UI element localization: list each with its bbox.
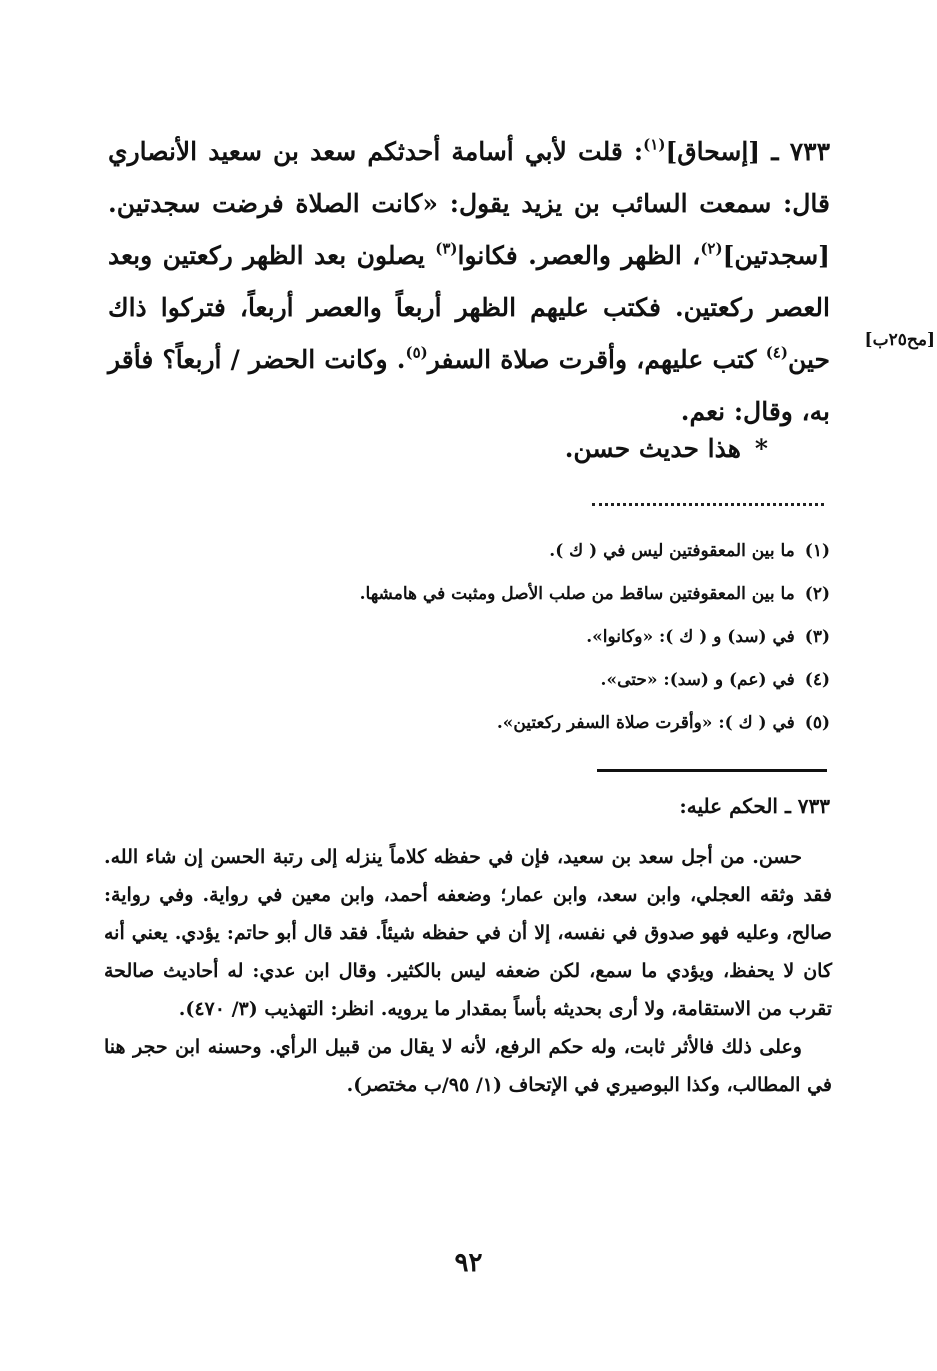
ruling-paragraph-1: حسن. من أجل سعد بن سعيد، فإن في حفظه كلاماً ينزله إلى رتبة الحسن إن شاء الله. فقد وثقه العجلي، وابن سعد، وابن عمار؛ وضعفه أحمد، وابن معين في رواية. وفي رواية: صالح، وعليه فهو صدوق في نفسه، إلا أن في حفظه شيئاً. فقد قال أبو حاتم: يؤدي. يعني أنه كان لا يحفظ، ويؤدي ما سمع، لكن ضعفه ليس بالكثير. وقال ابن عدي: له أحاديث صالحة تقرب من الاستقامة، ولا أرى بحديثه بأساً بمقدار ما يرويه. انظر: التهذيب (٣/ ٤٧٠).: [104, 846, 832, 1020]
ruling-body: [104, 838, 832, 1104]
grade-text: هذا حديث حسن.: [564, 434, 741, 463]
footnotes: [108, 536, 830, 751]
hadith-paragraph: [108, 126, 830, 438]
star-icon: *: [754, 434, 768, 463]
hadith-grade: [108, 434, 768, 463]
footnote-ref-2: (٢): [700, 239, 723, 258]
footnote-text: في (سد) و ( ك ): «وكانوا».: [586, 627, 795, 647]
hadith-text-part-3: يصلون بعد الظهر ركعتين وبعد العصر ركعتين. فكتب عليهم الظهر أربعاً والعصر أربعاً، فتركوا ذاك حين: [108, 241, 830, 374]
hadith-text: [108, 126, 830, 438]
ruling-paragraph-2: وعلى ذلك فالأثر ثابت، وله حكم الرفع، لأنه لا يقال من قبيل الرأي. وحسنه ابن حجر هنا في المطالب، وكذا البوصيري في الإتحاف (١/ ٩٥/ب مختصر).: [104, 1036, 832, 1096]
footnote-item: [108, 665, 830, 708]
footnote-text: في (عم) و (سد): «حتى».: [600, 670, 795, 690]
footnote-number: (٢): [804, 584, 830, 604]
hadith-text-part-4: كتب عليهم، وأقرت صلاة السفر: [427, 345, 766, 374]
manuscript-margin-note: [مح٢٥ب]: [864, 330, 935, 350]
ruling-heading: ٧٣٣ ـ الحكم عليه:: [679, 794, 830, 818]
footnote-item: [108, 622, 830, 665]
footnote-number: (١): [804, 541, 830, 561]
hadith-text-part-1: : قلت لأبي أسامة أحدثكم سعد بن سعيد الأنصاري قال: سمعت السائب بن يزيد يقول: «كانت الصلاة فرضت سجدتين. [سجدتين]: [108, 137, 830, 270]
footnote-text: ما بين المعقوفتين ساقط من صلب الأصل ومثبت في هامشها.: [359, 584, 795, 604]
footnote-text: ما بين المعقوفتين ليس في ( ك ).: [549, 541, 795, 561]
footnote-ref-1: (١): [643, 135, 666, 154]
footnote-text: في ( ك ): «وأقرت صلاة السفر ركعتين».: [496, 713, 795, 733]
footnote-item: [108, 536, 830, 579]
footnote-separator-dotted: [592, 503, 824, 506]
page-number: ٩٢: [454, 1248, 483, 1278]
hadith-number-heading: ٧٣٣ ـ [إسحاق]: [665, 137, 831, 166]
footnote-ref-4: (٤): [765, 343, 788, 362]
footnote-number: (٤): [804, 670, 830, 690]
footnote-number: (٥): [804, 713, 830, 733]
footnote-number: (٣): [804, 627, 830, 647]
section-separator-rule: [597, 769, 827, 772]
footnote-item: [108, 579, 830, 622]
hadith-text-part-5: . وكانت الحضر / أربعاً؟ فأقر به، وقال: نعم.: [108, 345, 830, 426]
hadith-text-part-2: ، الظهر والعصر. فكانوا: [457, 241, 701, 270]
footnote-ref-3: (٣): [435, 239, 458, 258]
footnote-ref-5: (٥): [405, 343, 428, 362]
footnote-item: [108, 708, 830, 751]
